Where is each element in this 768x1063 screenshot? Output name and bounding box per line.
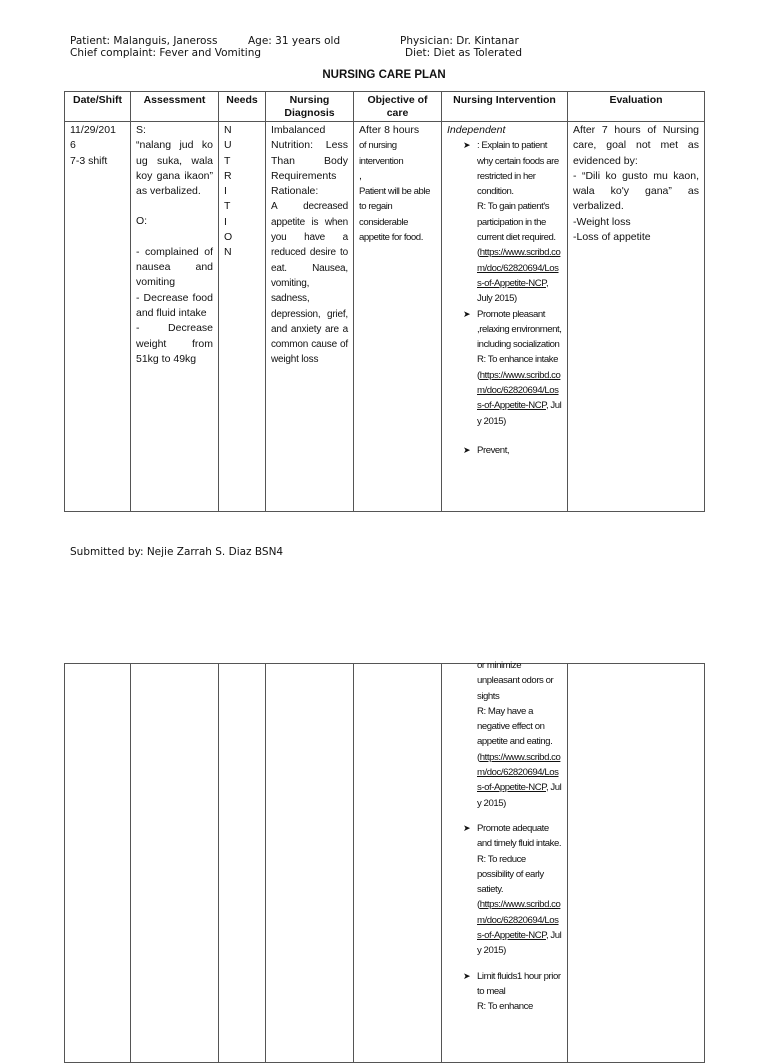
evaluation-line-1: After 7 hours of Nursing care, goal not met as evidenced by: [573, 124, 699, 167]
shift: 7-3 shift [70, 154, 108, 167]
reference-date: , July 2015) [477, 930, 562, 957]
col-evaluation: Evaluation [568, 92, 705, 122]
assessment-cell [131, 664, 219, 1063]
rationale-label: Rationale: [271, 185, 319, 198]
objective-cue-3: - Decrease weight from 51kg to 49kg [136, 322, 213, 365]
needs-cell [219, 664, 266, 1063]
objective-line-4: Patient will be able to regain considerable appetite for food. [359, 186, 430, 244]
header-row [65, 92, 705, 122]
col-objective: Objective of care [354, 92, 442, 122]
diet: Diet: Diet as Tolerated [405, 47, 523, 59]
submitted-by: Submitted by: Nejie Zarrah S. Diaz BSN4 [70, 546, 284, 558]
intervention-text: Promote adequate and timely fluid intake. [477, 822, 562, 850]
needs-letter: T [224, 200, 231, 213]
intervention-item [447, 307, 562, 429]
intervention-rationale: R: To reduce possibility of early satiety. [477, 853, 544, 896]
intervention-rationale: R: May have a negative effect on appetite and eating. [477, 705, 553, 748]
col-needs: Needs [219, 92, 266, 122]
objective-cue-2: - Decrease food and fluid intake [136, 291, 213, 319]
intervention-text: Promote pleasant ,relaxing environment, including socialization [477, 308, 562, 351]
intervention-item [447, 138, 562, 306]
needs-letter: I [224, 215, 227, 228]
arrow-bullet-icon: ➤ [463, 140, 471, 151]
col-date-shift: Date/Shift [65, 92, 131, 122]
intervention-text: Prevent, [477, 444, 510, 456]
arrow-bullet-icon: ➤ [463, 822, 471, 833]
care-plan-table [64, 91, 705, 512]
reference-open: ( [477, 899, 480, 911]
col-intervention: Nursing Intervention [442, 92, 568, 122]
needs-letter: N [224, 124, 232, 136]
diagnosis-cell [266, 122, 354, 512]
intervention-text: : Explain to patient why certain foods are restricted in her condition. [477, 140, 559, 198]
needs-letter: T [224, 154, 231, 167]
objective-line-3: , [359, 169, 362, 182]
table-row [65, 122, 705, 512]
objective-line-1: After 8 hours [359, 124, 420, 136]
intervention-text: or minimize unpleasant odors or sights [477, 660, 554, 702]
intervention-cell [442, 122, 568, 512]
intervention-item [447, 969, 562, 1015]
date: 11/29/201 [70, 124, 116, 136]
reference-link[interactable]: https://www.scribd.com/doc/62820694/Loss-of-Appetite-NCP [477, 369, 561, 412]
evaluation-line-4: -Loss of appetite [573, 231, 651, 244]
evaluation-line-2: - “Dili ko gusto mu kaon, wala ko'y gana” as verbalized. [573, 169, 699, 213]
evaluation-line-3: -Weight loss [573, 215, 631, 228]
reference [477, 750, 562, 811]
physician: Physician: Dr. Kintanar [400, 35, 519, 47]
page-title: NURSING CARE PLAN [322, 69, 446, 81]
intervention-rationale: R: To enhance [477, 1001, 533, 1013]
intervention-item [447, 443, 562, 458]
reference [477, 245, 562, 306]
subjective-text: “nalang jud ko ug suka, wala koy gana ikaon” as verbalized. [136, 139, 213, 198]
patient-name: Patient: Malanguis, Janeross [70, 35, 218, 47]
objective-line-2: of nursing intervention [359, 140, 404, 167]
reference-open: ( [477, 751, 480, 763]
objective-cell [354, 122, 442, 512]
reference-link[interactable]: https://www.scribd.com/doc/62820694/Loss-of-Appetite-NCP [477, 899, 561, 942]
diagnosis-cell [266, 664, 354, 1063]
intervention-cell [442, 660, 568, 1063]
intervention-item [447, 821, 562, 959]
evaluation-cell [568, 664, 705, 1063]
col-assessment: Assessment [131, 92, 219, 122]
reference-date: , July 2015) [477, 400, 562, 427]
patient-age: Age: 31 years old [248, 35, 341, 47]
care-plan-table-continued [64, 660, 705, 1063]
evaluation-cell [568, 122, 705, 512]
needs-letter: U [224, 139, 232, 152]
objective-cell [354, 664, 442, 1063]
reference-date: , July 2015) [477, 782, 562, 809]
date-shift-cell [65, 122, 131, 512]
subjective-label: S: [136, 124, 146, 136]
intervention-rationale [477, 352, 562, 428]
table-row [65, 664, 705, 1063]
needs-letter: N [224, 246, 232, 259]
reference-date: , July 2015) [477, 277, 549, 305]
arrow-bullet-icon: ➤ [463, 444, 471, 455]
needs-letter: O [224, 231, 233, 244]
needs-letter: I [224, 185, 227, 198]
reference-open: ( [477, 247, 480, 259]
arrow-bullet-icon: ➤ [463, 308, 471, 319]
needs-cell [219, 122, 266, 512]
rationale-text: R: To enhance intake ( [477, 354, 558, 381]
needs-letter: R [224, 169, 232, 182]
objective-cue-1: - complained of nausea and vomiting [136, 245, 213, 289]
assessment-cell [131, 122, 219, 512]
diagnosis-text: Imbalanced Nutrition: Less Than Body Requirements [271, 124, 348, 182]
intervention-text: Limit fluids1 hour prior to meal [477, 970, 561, 997]
intervention-rationale: R: To gain patient's participation in the current diet required. [477, 201, 556, 244]
date-shift-cell [65, 664, 131, 1063]
rationale-text: A decreased appetite is when you have a reduced desire to eat. Nausea, vomiting, sadness, depression, grief, and anxiety are a common cause of weight loss [271, 201, 348, 366]
date-year-tail: 6 [70, 139, 76, 152]
intervention-heading: Independent [447, 124, 506, 136]
arrow-bullet-icon: ➤ [463, 970, 471, 981]
reference-link[interactable]: https://www.scribd.com/doc/62820694/Loss-of-Appetite-NCP [477, 751, 561, 794]
chief-complaint: Chief complaint: Fever and Vomiting [70, 47, 262, 59]
col-nursing-diagnosis: Nursing Diagnosis [266, 92, 354, 122]
reference [477, 897, 562, 958]
reference-link[interactable]: https://www.scribd.com/doc/62820694/Loss-of-Appetite-NCP [477, 247, 561, 289]
objective-label: O: [136, 215, 148, 228]
